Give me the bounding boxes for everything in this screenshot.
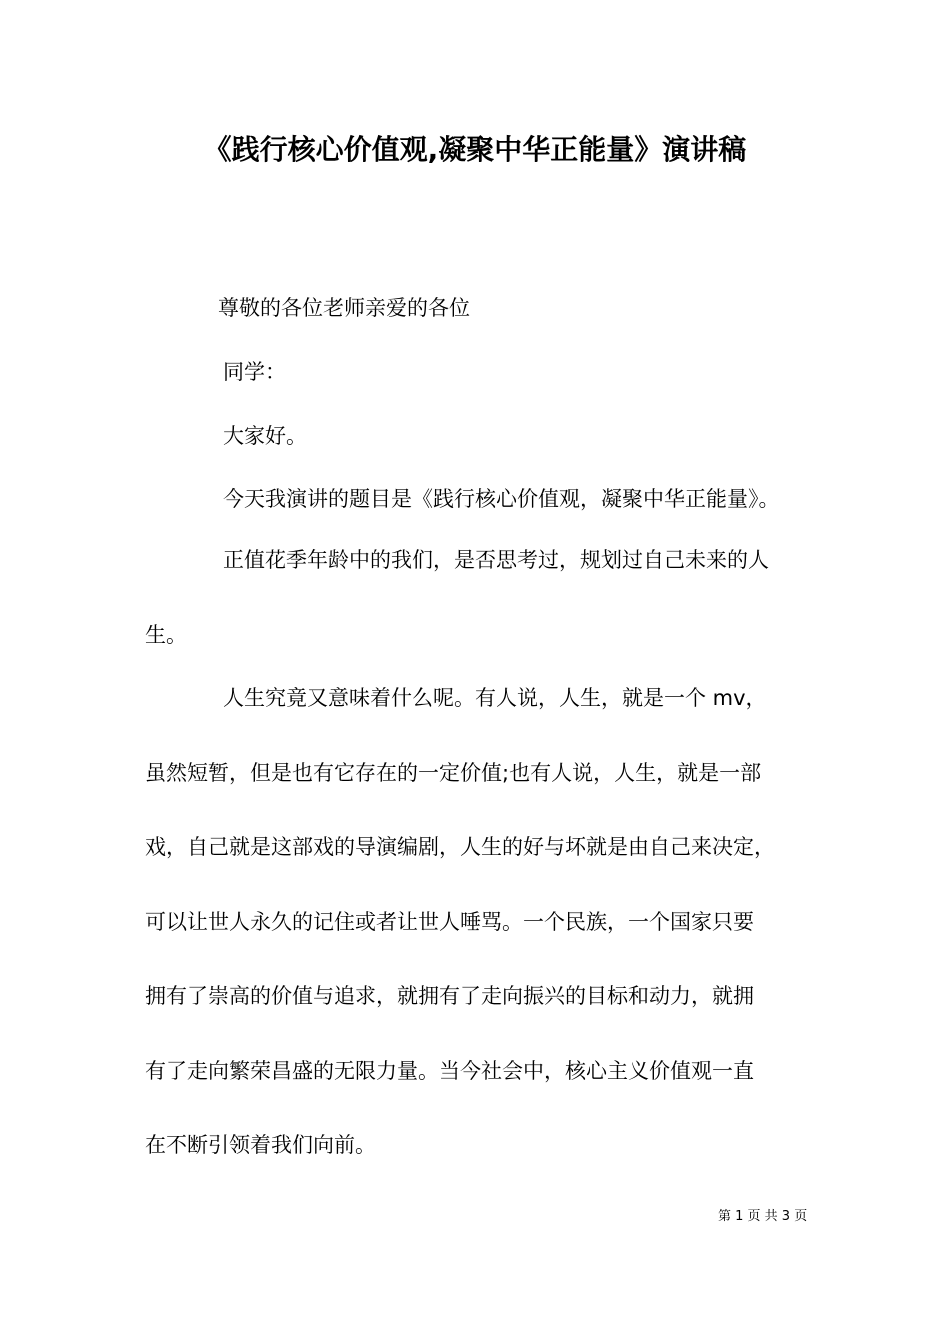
paragraph-line: 在不断引领着我们向前。 — [145, 1133, 376, 1157]
paragraph-line: 尊敬的各位老师亲爱的各位 — [218, 296, 470, 320]
page-number-footer: 第 1 页 共 3 页 — [718, 1209, 808, 1224]
paragraph-line: 虽然短暂，但是也有它存在的一定价值;也有人说，人生，就是一部 — [145, 761, 762, 785]
page-title: 《践行核心价值观,凝聚中华正能量》演讲稿 — [203, 133, 747, 166]
paragraph-line: 有了走向繁荣昌盛的无限力量。当今社会中，核心主义价值观一直 — [145, 1059, 754, 1083]
paragraph-line: 拥有了崇高的价值与追求，就拥有了走向振兴的目标和动力，就拥 — [145, 984, 754, 1008]
paragraph-line: 今天我演讲的题目是《践行核心价值观，凝聚中华正能量》。 — [223, 487, 780, 511]
paragraph-line: 大家好。 — [223, 424, 307, 448]
paragraph-line: 生。 — [145, 623, 187, 647]
paragraph-line: 戏，自己就是这部戏的导演编剧，人生的好与坏就是由自己来决定， — [145, 835, 775, 859]
paragraph-line: 人生究竟又意味着什么呢。有人说，人生，就是一个 mv， — [223, 686, 767, 710]
paragraph-line: 可以让世人永久的记住或者让世人唾骂。一个民族，一个国家只要 — [145, 910, 754, 934]
paragraph-line: 同学： — [223, 360, 286, 384]
paragraph-line: 正值花季年龄中的我们，是否思考过，规划过自己未来的人 — [223, 548, 769, 572]
